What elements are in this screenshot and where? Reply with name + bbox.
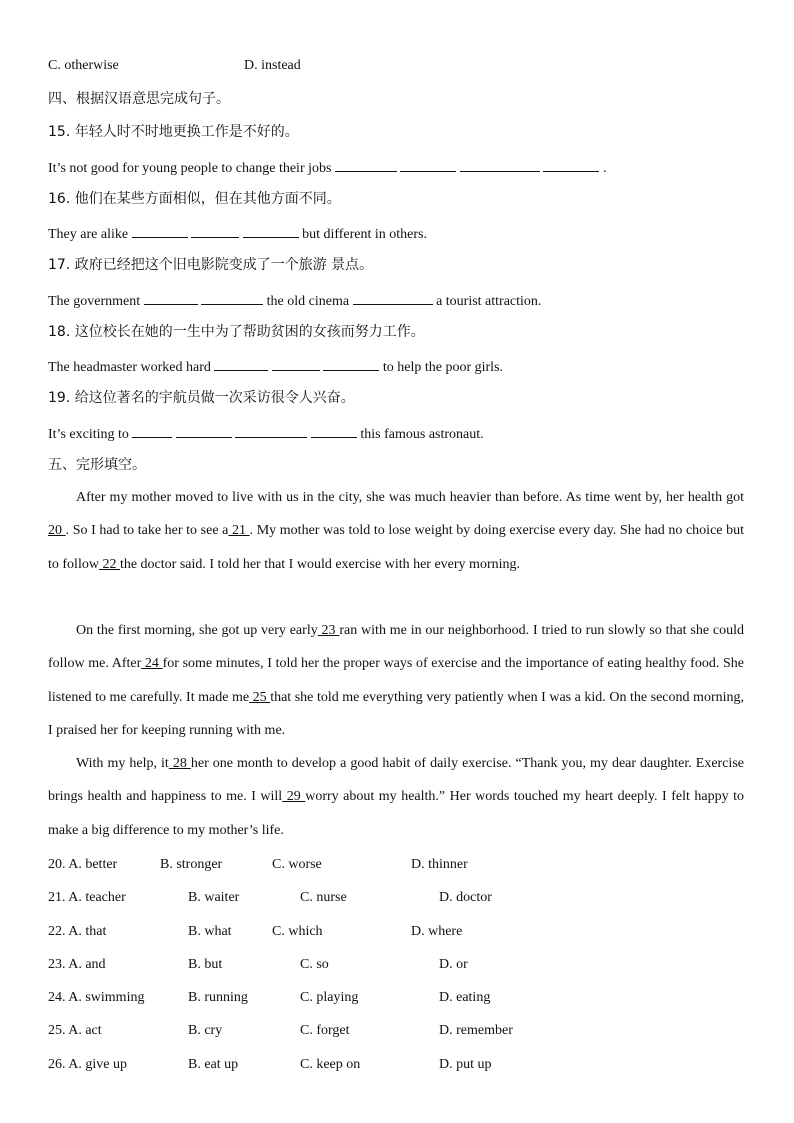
q24-option-d[interactable]: D. eating [439,990,491,1005]
q16-chinese: 16. 他们在某些方面相似，但在其他方面不同。 [48,191,341,207]
q23-option-c[interactable]: C. so [300,957,329,972]
q15-english: It’s not good for young people to change their jobs . [48,157,606,178]
q20-option-d[interactable]: D. thinner [411,857,468,872]
blank-28[interactable]: 28 [168,756,191,771]
q15-blank-1[interactable] [335,157,397,172]
q17-english: The government the old cinema a tourist attraction. [48,290,541,311]
blank-21[interactable]: 21 [228,523,250,539]
blank-29[interactable]: 29 [282,789,306,805]
q25-option-d[interactable]: D. remember [439,1023,513,1038]
q16-blank-3[interactable] [243,223,299,238]
q17-blank-2[interactable] [201,290,263,305]
q24-option-c[interactable]: C. playing [300,990,359,1005]
q25-option-b[interactable]: B. cry [188,1023,223,1038]
q18-english: The headmaster worked hard to help the poor girls. [48,356,503,377]
q19-blank-4[interactable] [311,423,357,438]
q21-option-d[interactable]: D. doctor [439,890,492,905]
q18-blank-1[interactable] [214,356,268,371]
q23-option-d[interactable]: D. or [439,957,468,972]
q18-chinese: 18. 这位校长在她的一生中为了帮助贫困的女孩而努力工作。 [48,324,425,340]
q21-option-b[interactable]: B. waiter [188,890,240,905]
q15-chinese: 15. 年轻人时不时地更换工作是不好的。 [48,124,299,140]
q24-option-a[interactable]: 24. A. swimming [48,990,145,1005]
passage-paragraph-3: With my help, it 28 her one month to develop a good habit of daily exercise. “Thank you, my dear daughter. Exercise brings health and happiness to me. I will 29 worry about my health.” Her words touched my heart deeply. I felt happy to make a big difference to my mother’s life. [48,756,744,838]
q19-blank-1[interactable] [132,423,172,438]
q22-option-b[interactable]: B. what [188,924,232,939]
q16-english: They are alike but different in others. [48,223,427,244]
q17-blank-3[interactable] [353,290,433,305]
q17-blank-1[interactable] [144,290,198,305]
q15-blank-2[interactable] [400,157,456,172]
q15-blank-4[interactable] [543,157,599,172]
option-d-instead: D. instead [244,58,301,73]
option-c-otherwise: C. otherwise [48,58,119,73]
q26-option-b[interactable]: B. eat up [188,1057,239,1072]
q19-english: It’s exciting to this famous astronaut. [48,423,484,444]
q19-blank-3[interactable] [235,423,307,438]
q23-option-b[interactable]: B. but [188,957,223,972]
q18-blank-3[interactable] [323,356,379,371]
blank-24[interactable]: 24 [141,656,163,672]
q22-option-c[interactable]: C. which [272,924,323,939]
q23-option-a[interactable]: 23. A. and [48,957,106,972]
q15-blank-3[interactable] [460,157,540,172]
q16-blank-2[interactable] [191,223,239,238]
q25-option-c[interactable]: C. forget [300,1023,350,1038]
section5-heading: 五、完形填空。 [48,457,146,473]
q24-option-b[interactable]: B. running [188,990,248,1005]
passage-paragraph-2: On the first morning, she got up very early 23 ran with me in our neighborhood. I tried to run slowly so that she could follow me. After 24 for some minutes, I told her the proper ways of exercise and the importance of eating healthy food. She listened to me carefully. It made me 25 that she told me everything very patiently when I was a kid. On the second morning, I praised her for keeping running with me. [48,623,745,738]
passage-paragraph-1: After my mother moved to live with us in the city, she was much heavier than before. As time went by, her health got 20 . So I had to take her to see a 21 . My mother was told to lose weight by doing exercise every day. She had no choice but to follow 22 the doctor said. I told her that I would exercise with her every morning. [48,490,745,572]
section4-heading: 四、根据汉语意思完成句子。 [48,91,230,107]
q25-option-a[interactable]: 25. A. act [48,1023,102,1038]
q21-option-a[interactable]: 21. A. teacher [48,890,126,905]
q26-option-c[interactable]: C. keep on [300,1057,361,1072]
q16-blank-1[interactable] [132,223,188,238]
option-line-c [48,57,119,75]
blank-25[interactable]: 25 [249,689,271,705]
q18-blank-2[interactable] [272,356,320,371]
q26-option-d[interactable]: D. put up [439,1057,492,1072]
q17-chinese: 17. 政府已经把这个旧电影院变成了一个旅游 景点。 [48,257,374,273]
q20-option-b[interactable]: B. stronger [160,857,223,872]
q22-option-a[interactable]: 22. A. that [48,924,107,939]
blank-22[interactable]: 22 [98,556,120,572]
blank-23[interactable]: 23 [317,623,340,638]
q22-option-d[interactable]: D. where [411,924,463,939]
q19-blank-2[interactable] [176,423,232,438]
q19-chinese: 19. 给这位著名的宇航员做一次采访很令人兴奋。 [48,390,355,406]
q20-option-c[interactable]: C. worse [272,857,322,872]
q21-option-c[interactable]: C. nurse [300,890,347,905]
option-line-d [244,57,301,75]
q20-option-a[interactable]: 20. A. better [48,857,118,872]
q26-option-a[interactable]: 26. A. give up [48,1057,127,1072]
blank-20[interactable]: 20 [48,523,66,539]
